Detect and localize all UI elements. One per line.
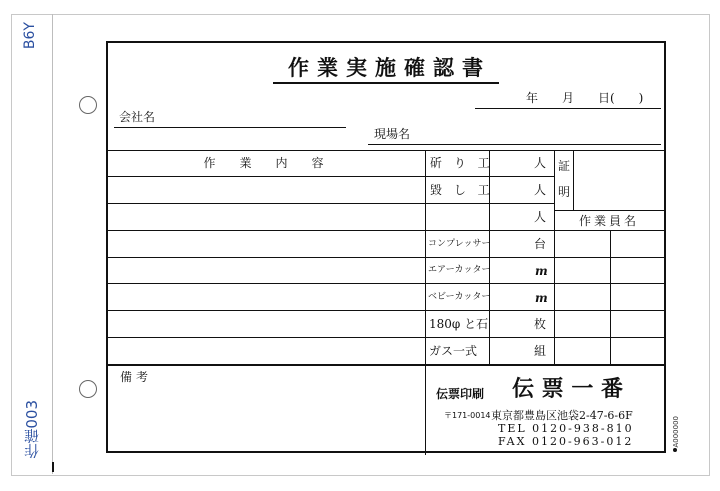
col-divider-unit-right (554, 150, 555, 364)
item-name: 180φ と石 (429, 317, 489, 331)
company-label: 会社名 (119, 110, 156, 124)
item-unit: 人 (534, 210, 547, 224)
item-unit: m (535, 264, 548, 278)
date-field[interactable]: 年 月 日( ) (526, 91, 644, 105)
printer-fax: FAX 0120-963-012 (498, 435, 634, 448)
printer-address: 東京都豊島区池袋2-47-6-6F (491, 409, 633, 422)
date-underline (475, 108, 661, 109)
item-name: ベビーカッター (428, 292, 491, 302)
item-unit: 人 (534, 183, 547, 197)
item-name: コンプレッサー (428, 239, 491, 249)
item-unit: 枚 (534, 317, 547, 331)
printer-tel: TEL 0120-938-810 (498, 422, 634, 435)
row-line-4 (108, 257, 664, 258)
form-title: 作業実施確認書 (288, 56, 491, 80)
printer-brand-small: 伝票印刷 (436, 387, 485, 401)
col-divider-workers (610, 230, 611, 364)
item-name: 毀 し 工 (430, 183, 494, 197)
work-content-header: 作 業 内 容 (203, 156, 330, 170)
row-line-6 (108, 310, 664, 311)
company-underline (114, 127, 346, 128)
table-bottom-line (108, 364, 664, 366)
item-unit: 人 (534, 156, 547, 170)
confirmation-form (106, 41, 666, 453)
item-unit: 組 (534, 344, 547, 358)
workers-header: 作業員名 (578, 214, 639, 228)
row-line-2 (108, 203, 554, 204)
row-line-5 (108, 283, 664, 284)
printer-brand-large: 伝 票 一 番 (512, 377, 623, 402)
printer-postal: 〒171-0014 (444, 411, 491, 420)
workers-header-top (554, 210, 664, 211)
proof-label: 証 (558, 159, 571, 173)
item-unit: m (535, 291, 548, 305)
serial-dot (673, 448, 677, 452)
punch-hole-bottom (79, 380, 97, 398)
item-name: エアーカッター (428, 265, 491, 275)
bottom-tick (52, 462, 54, 472)
serial-number: A000000 (672, 416, 680, 448)
col-divider-proof (573, 150, 574, 210)
punch-hole-top (79, 96, 97, 114)
form-code-top: B6Y (22, 22, 38, 50)
item-name: 斫 り 工 (430, 156, 494, 170)
site-label: 現場名 (374, 127, 411, 141)
title-underline (273, 82, 499, 84)
row-line-1 (108, 176, 554, 177)
item-unit: 台 (534, 237, 547, 251)
perforation-line (52, 14, 53, 474)
row-line-7 (108, 337, 664, 338)
site-underline (368, 144, 661, 145)
col-divider-content (425, 150, 426, 455)
row-line-3 (108, 230, 664, 231)
remarks-label: 備考 (120, 370, 153, 384)
table-top-line (108, 150, 664, 151)
item-name: ガス一式 (429, 344, 478, 358)
form-code-bottom: 作確003 (23, 400, 41, 459)
proof-label-2: 明 (558, 185, 571, 199)
